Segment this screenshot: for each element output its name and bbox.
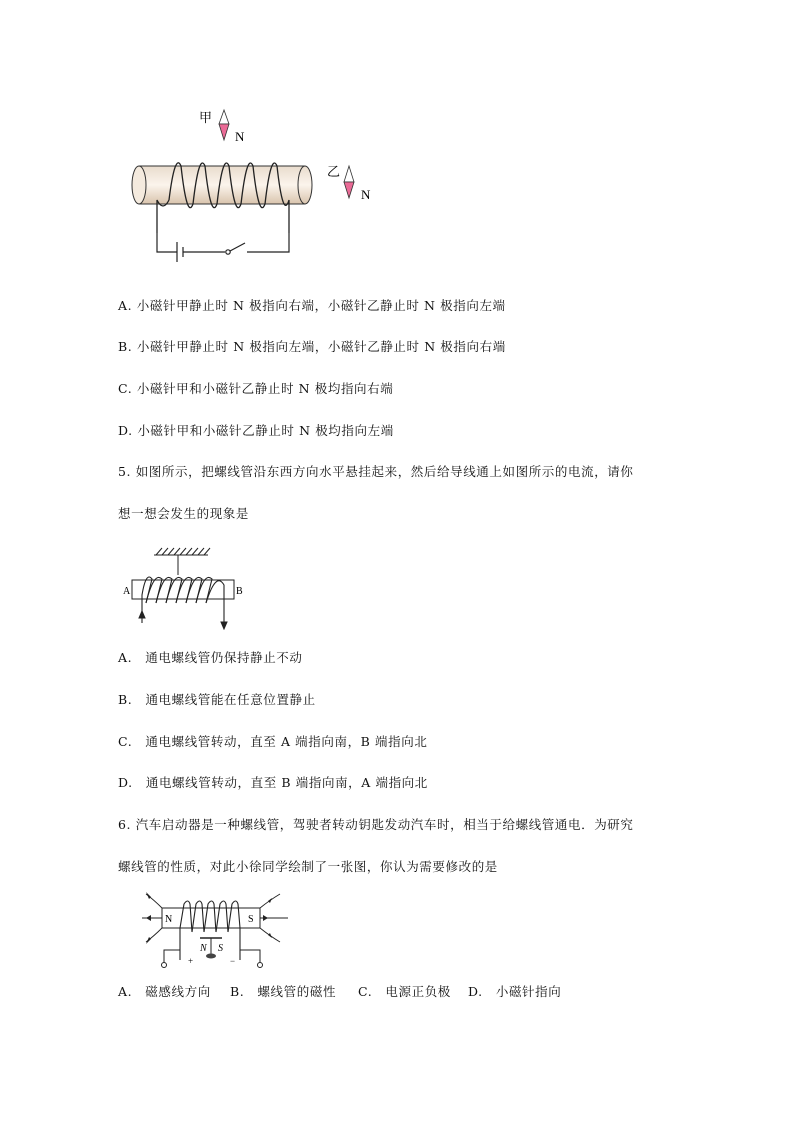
q6-solenoid-figure [140, 888, 300, 973]
q5-stem-line2: 想一想会发生的现象是 [118, 506, 250, 521]
q4-option-c: C. 小磁针甲和小磁针乙静止时 N 极均指向右端 [118, 381, 394, 396]
q4-label-jia: 甲 [199, 110, 213, 125]
q5-ceiling [154, 548, 210, 575]
q4-label-yi: 乙 [327, 164, 341, 179]
q6-compass-s: S [218, 943, 223, 954]
q4-solenoid-figure [125, 100, 385, 270]
q6-stem-line2: 螺线管的性质，对此小徐同学绘制了一张图，你认为需要修改的是 [118, 859, 498, 874]
q6-plus: + [188, 956, 194, 966]
q6-stem-line1: 6. 汽车启动器是一种螺线管，驾驶者转动钥匙发动汽车时，相当于给螺线管通电．为研究 [118, 817, 634, 832]
q6-label-n: N [165, 914, 173, 925]
q5-hanging-solenoid-figure [120, 545, 245, 630]
q4-needle-jia [219, 110, 229, 140]
q5-option-b: B. 通电螺线管能在任意位置静止 [118, 692, 316, 707]
q6-option-a: A. 磁感线方向 [118, 984, 211, 999]
q4-label-n-jia: N [235, 129, 245, 144]
q6-options-row [118, 984, 561, 1000]
q6-circuit [162, 950, 263, 968]
q6-minus: − [230, 956, 236, 966]
q5-option-a: A. 通电螺线管仍保持静止不动 [118, 650, 303, 665]
q5-label-b: B [236, 586, 243, 597]
q5-label-a: A [123, 586, 131, 597]
q6-label-s: S [248, 914, 254, 925]
q4-needle-yi [344, 166, 354, 198]
q4-option-b: B. 小磁针甲静止时 N 极指向左端，小磁针乙静止时 N 极指向右端 [118, 339, 506, 354]
q6-option-d: D. 小磁针指向 [468, 984, 562, 999]
q4-option-d: D. 小磁针甲和小磁针乙静止时 N 极均指向左端 [118, 423, 394, 438]
q6-compass-n: N [200, 943, 207, 954]
q6-core [162, 908, 260, 928]
q6-option-b: B. 螺线管的磁性 [230, 984, 337, 999]
q5-option-d: D. 通电螺线管转动，直至 B 端指向南，A 端指向北 [118, 775, 428, 790]
q5-option-c: C. 通电螺线管转动，直至 A 端指向南，B 端指向北 [118, 734, 428, 749]
q4-circuit [157, 233, 289, 262]
q4-option-a: A. 小磁针甲静止时 N 极指向右端，小磁针乙静止时 N 极指向左端 [118, 298, 506, 313]
q4-label-n-yi: N [361, 187, 371, 202]
q5-current-arrows [139, 611, 227, 629]
q6-option-c: C. 电源正负极 [358, 984, 451, 999]
q5-stem-line1: 5. 如图所示，把螺线管沿东西方向水平悬挂起来，然后给导线通上如图所示的电流，请你 [118, 464, 634, 479]
